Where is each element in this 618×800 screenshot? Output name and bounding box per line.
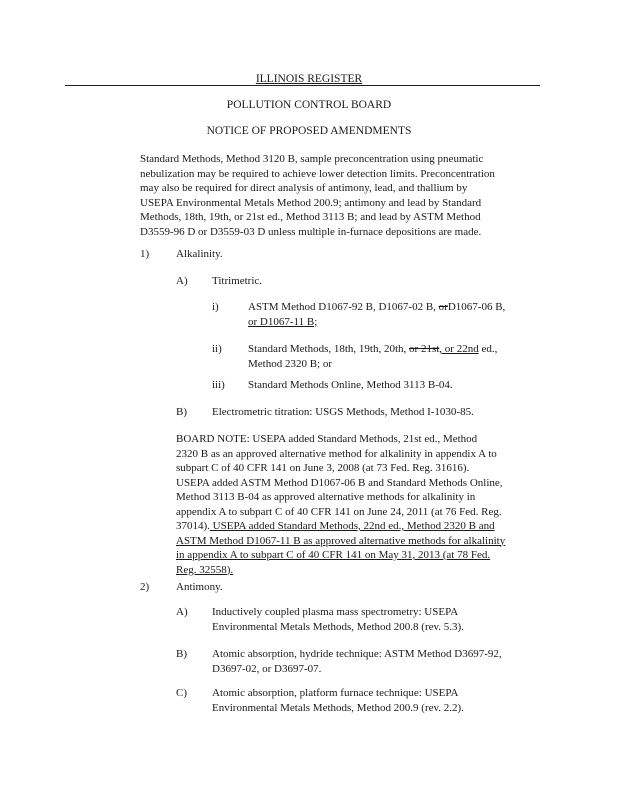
- item-1a-label: Titrimetric.: [212, 275, 263, 287]
- intro-paragraph: Standard Methods, Method 3120 B, sample preconcentration using pneumatic nebulization may be required to achieve lower detection limits. Preconcentration may also be required for direct analysis of antimony, lead, and thallium by USEPA Environmental Metals Method 200.9; antimony and lead by Standard Methods, 18th, 19th, or 21st ed., Method 3113 B; and lead by ASTM Method D3559-96 D or D3559-03 D unless multiple in-furnace depositions are made.: [140, 153, 495, 238]
- item-1a-iii-text: Standard Methods Online, Method 3113 B-04.: [248, 379, 453, 391]
- item-1a-ii-number: ii): [212, 343, 222, 355]
- item-2c-text: Atomic absorption, platform furnace technique: USEPA Environmental Metals Methods, Method 200.9 (rev. 2.2).: [212, 687, 464, 714]
- item-2b-letter: B): [176, 648, 187, 660]
- board-note: BOARD NOTE: USEPA added Standard Methods, 21st ed., Method 2320 B as an approved alternative method for alkalinity in appendix A to subpart C of 40 CFR 141 on June 3, 2008 (at 73 Fed. Reg. 31616). USEPA added ASTM Method D1067-06 B and Standard Methods Online, Method 3113 B-04 as approved alternative methods for alkalinity in appendix A to subpart C of 40 CFR 141 on June 24, 2011 (at 76 Fed. Reg. 37014). USEPA added Standard Methods, 22nd ed., Method 2320 B and ASTM Method D1067-11 B as approved alternative methods for alkalinity in appendix A to subpart C of 40 CFR 141 on May 31, 2013 (at 78 Fed. Reg. 32558).: [176, 433, 506, 576]
- notice-heading: NOTICE OF PROPOSED AMENDMENTS: [206, 125, 412, 137]
- item-2-number: 2): [140, 581, 150, 593]
- item-1b-letter: B): [176, 406, 187, 418]
- item-1a-i-number: i): [212, 301, 219, 313]
- register-heading: ILLINOIS REGISTER: [255, 73, 363, 85]
- item-1a-iii-number: iii): [212, 379, 225, 391]
- item-2a-letter: A): [176, 606, 188, 618]
- board-heading: POLLUTION CONTROL BOARD: [226, 99, 392, 111]
- item-2-label: Antimony.: [176, 581, 223, 593]
- item-1a-letter: A): [176, 275, 188, 287]
- item-2c-letter: C): [176, 687, 187, 699]
- item-1-number: 1): [140, 248, 150, 260]
- item-1a-ii-text: Standard Methods, 18th, 19th, 20th, or 21st, or 22nd ed., Method 2320 B; or: [248, 343, 498, 370]
- item-2b-text: Atomic absorption, hydride technique: ASTM Method D3697-92, D3697-02, or D3697-07.: [212, 648, 502, 675]
- header-rule: [65, 85, 540, 86]
- item-1-label: Alkalinity.: [176, 248, 223, 260]
- item-1b-text: Electrometric titration: USGS Methods, Method I-1030-85.: [212, 406, 474, 418]
- item-2a-text: Inductively coupled plasma mass spectrometry: USEPA Environmental Metals Methods, Method 200.8 (rev. 5.3).: [212, 606, 464, 633]
- item-1a-i-text: ASTM Method D1067-92 B, D1067-02 B, orD1067-06 B, or D1067-11 B;: [248, 301, 506, 328]
